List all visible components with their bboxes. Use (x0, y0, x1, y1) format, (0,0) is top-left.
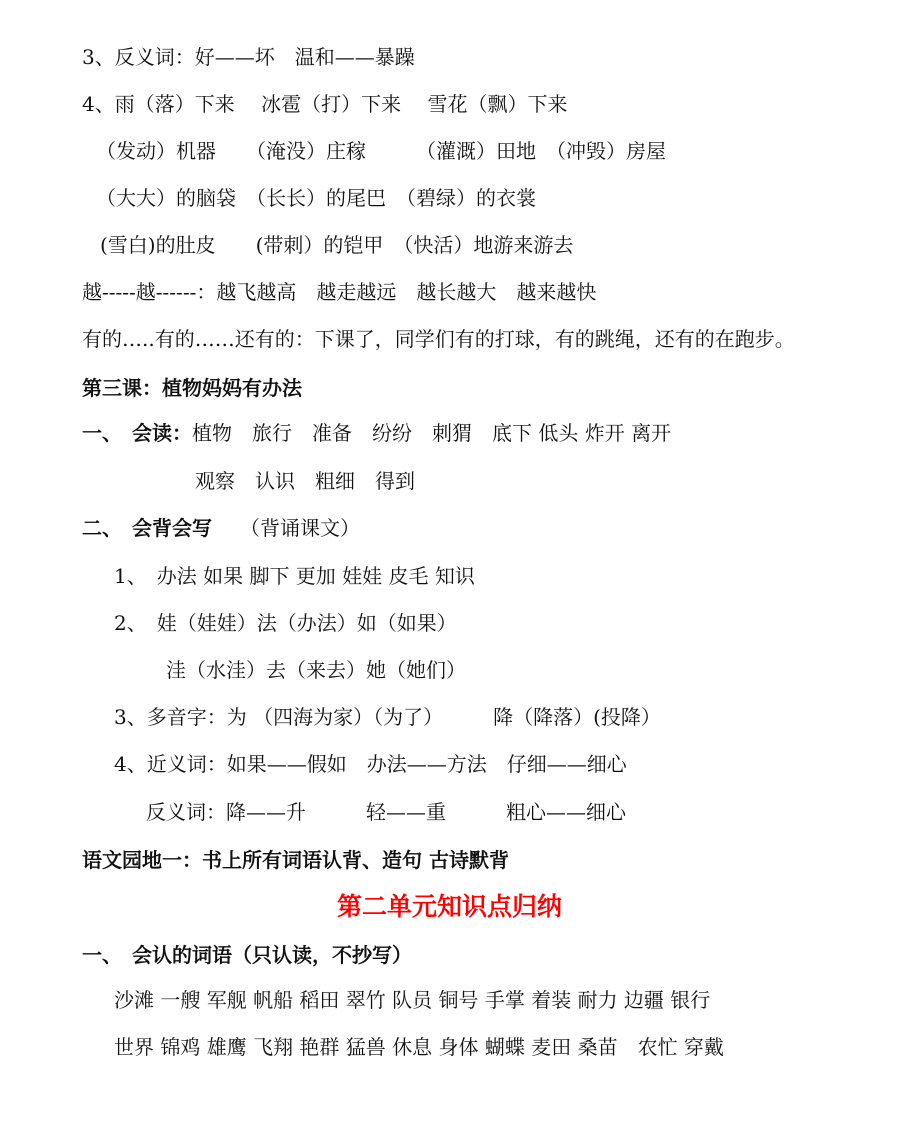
pattern-line-youde: 有的…..有的……还有的：下课了，同学们有的打球，有的跳绳，还有的在跑步。 (82, 327, 795, 351)
read-words-1: 植物 旅行 准备 纷纷 刺猬 底下 低头 炸开 离开 (192, 421, 672, 445)
write-note: （背诵课文） (240, 516, 360, 540)
read-label: 一、 会读： (82, 421, 192, 445)
phrase-line-belly: (雪白)的肚皮 (带刺）的铠甲 （快活）地游来游去 (100, 233, 574, 257)
synonym-line: 4、近义词：如果——假如 办法——方法 仔细——细心 (114, 752, 627, 776)
unit2-words-1: 沙滩 一艘 军舰 帆船 稻田 翠竹 队员 铜号 手掌 着装 耐力 边疆 银行 (114, 988, 711, 1012)
unit2-subtitle: 一、 会认的词语（只认读，不抄写） (82, 943, 412, 967)
antonym-line-2: 反义词：降——升 轻——重 粗心——细心 (146, 800, 626, 824)
read-row-1 (82, 420, 671, 446)
write-item-2b: 洼（水洼）去（来去）她（她们） (166, 658, 466, 682)
phrase-line-machine: （发动）机器 （淹没）庄稼 （灌溉）田地 （冲毁）房屋 (96, 139, 666, 163)
unit2-words-2: 世界 锦鸡 雄鹰 飞翔 艳群 猛兽 休息 身体 蝴蝶 麦田 桑苗 农忙 穿戴 (114, 1035, 724, 1059)
antonym-line: 3、反义词：好——坏 温和——暴躁 (82, 45, 415, 69)
lesson3-title: 第三课：植物妈妈有办法 (82, 376, 302, 400)
write-label: 二、 会背会写 (82, 516, 212, 540)
phrase-line-rain: 4、雨（落）下来 冰雹（打）下来 雪花（飘）下来 (82, 92, 568, 116)
phrase-line-head: （大大）的脑袋 （长长）的尾巴 （碧绿）的衣裳 (96, 186, 536, 210)
polyphone-line: 3、多音字：为 （四海为家）（为了） 降（降落）(投降） (114, 705, 661, 729)
read-words-2: 观察 认识 粗细 得到 (195, 469, 415, 493)
unit2-title: 第二单元知识点归纳 (336, 892, 562, 921)
write-item-1: 1、 办法 如果 脚下 更加 娃娃 皮毛 知识 (114, 564, 475, 588)
write-row (82, 515, 360, 541)
write-item-2: 2、 娃（娃娃）法（办法）如（如果） (114, 611, 457, 635)
pattern-line-yue: 越-----越------：越飞越高 越走越远 越长越大 越来越快 (82, 280, 597, 304)
yuwen-garden-line: 语文园地一：书上所有词语认背、造句 古诗默背 (82, 848, 509, 872)
